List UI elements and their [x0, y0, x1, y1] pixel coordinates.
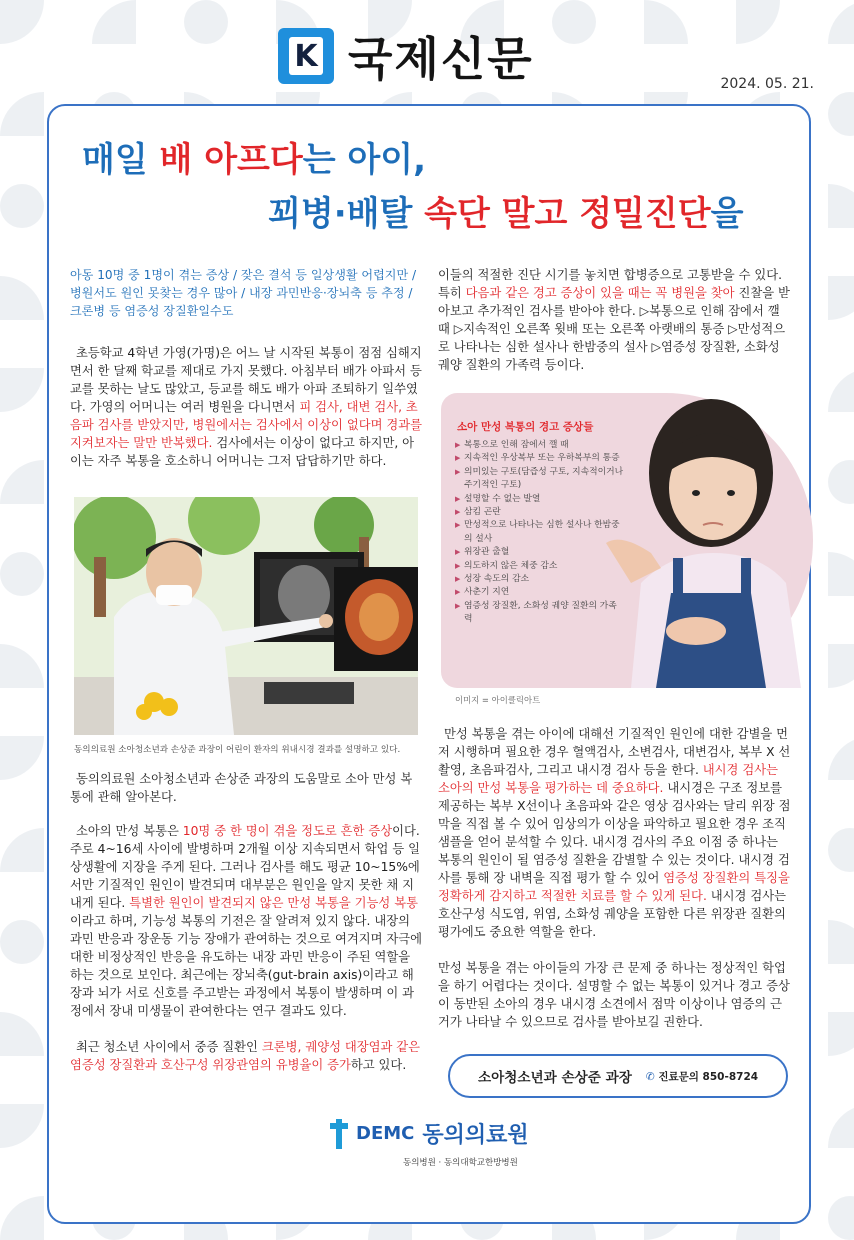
background-shape: [736, 0, 780, 44]
background-shape: [0, 1012, 44, 1056]
symptom-item: ▶ 성장 속도의 감소: [455, 573, 625, 586]
body-text: 내시경 검사는 호산구성 식도염, 위염, 소화성 궤양을 포함한 다른 위장관 질환의 평가에도 중요한 역할을 한다.: [438, 889, 786, 939]
background-shape: [828, 552, 854, 596]
symptom-item: ▶ 사춘기 지연: [455, 586, 625, 599]
background-shape: [828, 1012, 854, 1056]
warning-paragraph: [438, 266, 792, 374]
hospital-subtitle: 동의병원 · 동의대학교한방병원: [403, 1158, 518, 1168]
background-shape: [828, 0, 854, 44]
highlight-text: 특별한 원인이 발견되지 않은 만성 복통을 기능성 복통: [129, 896, 418, 910]
body-paragraph-ibd: [70, 1038, 422, 1074]
closing-paragraph: 만성 복통을 겪는 아이들의 가장 큰 문제 중 하나는 정상적인 학업을 하기 어렵다는 것이다. 설명할 수 없는 복통이 있거나 경고 증상이 동반된 소아의 경우 내시경 소견에서 점막 이상이나 염증의 근거가 나타날 수 있으므로 검사를 받아보길 권한다.: [438, 961, 790, 1029]
headline-line1: [82, 132, 426, 181]
left-column: [70, 266, 422, 484]
background-shape: [828, 920, 854, 964]
background-shape: [828, 368, 854, 412]
photo-caption: 동의의료원 소아청소년과 손상준 과장이 어린이 환자의 위내시경 결과를 설명하고 있다.: [74, 745, 401, 755]
phone-icon: ✆: [645, 1070, 655, 1083]
background-shape: [0, 1104, 44, 1148]
background-shape: [0, 828, 44, 872]
right-column-continued: [438, 725, 792, 1045]
body-text: 검사에서는 이상이 없다고 하지만, 아이는 자주 복통을 호소하니 어머니는 그저 답답하기만 하다.: [70, 436, 415, 468]
hospital-name: 동의의료원: [422, 1123, 529, 1148]
intro-paragraph: [70, 344, 422, 470]
headline-line2: [268, 186, 743, 235]
warning-symptom-list: [455, 439, 625, 627]
background-shape: [644, 0, 688, 44]
background-shape: [828, 276, 854, 320]
background-shape: [92, 0, 136, 44]
highlight-text: 내시경 검사는 소아의 만성 복통을 평가하는 데 중요하다.: [438, 763, 778, 795]
headline-segment: 배 아프다: [159, 140, 303, 180]
masthead: [278, 20, 534, 92]
highlight-text: 염증성 장질환의 특징을 정확하게 감지하고 적절한 치료를 할 수 있게 된다.: [438, 871, 790, 903]
symptom-item: ▶ 지속적인 우상복부 또는 우하복부의 통증: [455, 452, 625, 465]
body-text: 초등학교 4학년 가영(가명)은 어느 날 시작된 복통이 점점 심해지면서 한 달째 학교를 제대로 가지 못했다. 아침부터 배가 아파서 등교를 못하는 날도 많았고, 등교를 해도 배가 아파 조퇴하기 일쑤였다. 가영의 어머니는 여러 병원을 다니면서: [70, 346, 422, 414]
hospital-brand: DEMC: [356, 1123, 415, 1144]
headline-segment: 꾀병·배탈: [268, 194, 425, 234]
headline-segment: 매일: [82, 140, 160, 180]
symptom-item: ▶ 의도하지 않은 체중 감소: [455, 560, 625, 573]
background-shape: [828, 644, 854, 688]
background-shape: [552, 0, 596, 44]
background-shape: [0, 368, 44, 412]
background-shape: [0, 92, 44, 136]
background-shape: [828, 92, 854, 136]
newspaper-logo-icon: K: [278, 28, 334, 84]
body-text: 이들의 적절한 진단 시기를 놓치면 합병증으로 고통받을 수 있다. 특히: [438, 268, 783, 300]
highlight-text: 10명 중 한 명이 겪을 정도로 흔한 증상: [182, 824, 393, 838]
contact-phone: ✆ 진료문의 850-8724: [645, 1070, 759, 1083]
background-shape: [184, 0, 228, 44]
endoscopy-paragraph: [438, 725, 792, 941]
background-shape: [0, 920, 44, 964]
background-shape: [0, 460, 44, 504]
warning-symptoms-illustration: [441, 393, 813, 688]
warning-box-title: 소아 만성 복통의 경고 증상들: [457, 421, 594, 433]
highlight-text: 다음과 같은 경고 증상이 있을 때는 꼭 병원을 찾아: [465, 286, 735, 300]
hospital-footer: [330, 1118, 529, 1168]
body-text: 만성 복통을 겪는 아이에 대해선 기질적인 원인에 대한 감별을 먼저 시행하며 필요한 경우 혈액검사, 소변검사, 대변검사, 복부 X 선 촬영, 초음파검사, 그리고 내시경 검사 등을 한다.: [438, 727, 791, 777]
body-text: 최근 청소년 사이에서 중증 질환인: [76, 1040, 262, 1054]
intro-note: 동의의료원 소아청소년과 손상준 과장의 도움말로 소아 만성 복통에 관해 알아본다.: [70, 772, 413, 804]
symptom-item: ▶ 만성적으로 나타나는 심한 설사나 한밤중의 설사: [455, 519, 625, 546]
symptom-item: ▶ 의미있는 구토(담즙성 구토, 지속적이거나 주기적인 구토): [455, 466, 625, 493]
body-paragraph-functional: [70, 822, 422, 1020]
background-shape: [828, 1196, 854, 1240]
symptom-item: ▶ 복통으로 인해 잠에서 깰 때: [455, 439, 625, 452]
background-shape: [0, 184, 44, 228]
symptom-item: ▶ 설명할 수 없는 발열: [455, 493, 625, 506]
highlight-text: 피 검사, 대변 검사, 초음파 검사를 받았지만, 병원에서는 검사에서 이상이 없다며 경과를 지켜보자는 말만 반복했다.: [70, 400, 422, 450]
headline-segment: 는 아이,: [302, 140, 427, 180]
symptom-item: ▶ 위장관 출혈: [455, 546, 625, 559]
background-shape: [0, 644, 44, 688]
symptom-item: ▶ 삼킴 곤란: [455, 506, 625, 519]
contact-box: [448, 1054, 788, 1098]
background-shape: [828, 1104, 854, 1148]
body-text: 하고 있다.: [350, 1058, 407, 1072]
headline-segment: 을: [710, 194, 744, 234]
highlight-text: 크론병, 궤양성 대장염과 같은 염증성 장질환과 호산구성 위장관염의 유병율이 증가: [70, 1040, 421, 1072]
left-column-continued: [70, 770, 422, 1088]
background-shape: [0, 736, 44, 780]
hospital-cross-icon: [330, 1119, 348, 1149]
background-shape: [0, 1196, 44, 1240]
lead-summary: 아동 10명 중 1명이 겪는 증상 / 잦은 결석 등 일상생활 어렵지만 / 병원서도 원인 못찾는 경우 많아 / 내장 과민반응·장뇌축 등 추정 / 크론병 등 염증성 장질환일수도: [70, 268, 417, 318]
body-text: 내시경은 구조 정보를 제공하는 복부 X선이나 초음파와 같은 영상 검사와는 달리 위장 점막을 직접 볼 수 있어 임상의가 이상을 파악하고 필요한 경우 조직 샘플을 얻어 분석할 수 있다. 내시경 검사의 주요 이점 중 하나는 복통의 원인이 될 염증성 질환을 감별할 수 있는 것이다. 내시경 검사를 통해 장 내벽을 직접 평가 할 수 있어: [438, 781, 791, 885]
publish-date: 2024. 05. 21.: [720, 76, 814, 92]
background-shape: [828, 184, 854, 228]
body-text: 이라고 하며, 기능성 복통의 기전은 잘 알려져 있지 않다. 내장의 과민 반응과 장운동 기능 장애가 관여하는 것으로 여겨지며 자극에 대한 비정상적인 반응을 유도하는 내장 과민 반응이 주된 역할을 하는 것으로 보인다. 최근에는 장뇌축(gut-brain axis)이라고 해 장과 뇌가 서로 신호를 주고받는 과정에서 복통이 발생하며 이 과정에서 장내 미생물이 관여한다는 연구 결과도 있다.: [70, 914, 422, 1018]
doctor-name: 소아청소년과 손상준 과장: [477, 1070, 632, 1086]
background-shape: [0, 552, 44, 596]
background-shape: [828, 828, 854, 872]
background-shape: [0, 0, 44, 44]
body-text: 소아의 만성 복통은: [76, 824, 183, 838]
image-credit: 이미지 = 아이클릭아트: [455, 695, 541, 705]
doctor-photo: [74, 497, 418, 735]
body-text: 이다. 주로 4~16세 사이에 발병하며 2개월 이상 지속되면서 학업 등 일상생활에 지장을 주게 된다. 그러나 검사를 해도 평균 10~15%에서만 기질적인 원인이 발견되며 대부분은 원인을 알지 못한 채 지내게 된다.: [70, 824, 420, 910]
background-shape: [828, 460, 854, 504]
body-text: 진찰을 받아보고 추가적인 검사를 받아야 한다. ▷복통으로 인해 잠에서 깰 때 ▷지속적인 오른쪽 윗배 또는 오른쪽 아랫배의 통증 ▷만성적으로 나타나는 심한 설사나 한밤중의 설사 ▷염증성 장질환, 소화성 궤양 질환의 가족력 등이다.: [438, 286, 790, 372]
symptom-item: ▶ 염증성 장질환, 소화성 궤양 질환의 가족력: [455, 600, 625, 627]
right-column: [438, 266, 792, 388]
newspaper-title: 국제신문: [348, 32, 534, 86]
background-shape: [828, 736, 854, 780]
background-shape: [0, 276, 44, 320]
headline-segment: 속단 말고 정밀진단: [424, 194, 711, 234]
